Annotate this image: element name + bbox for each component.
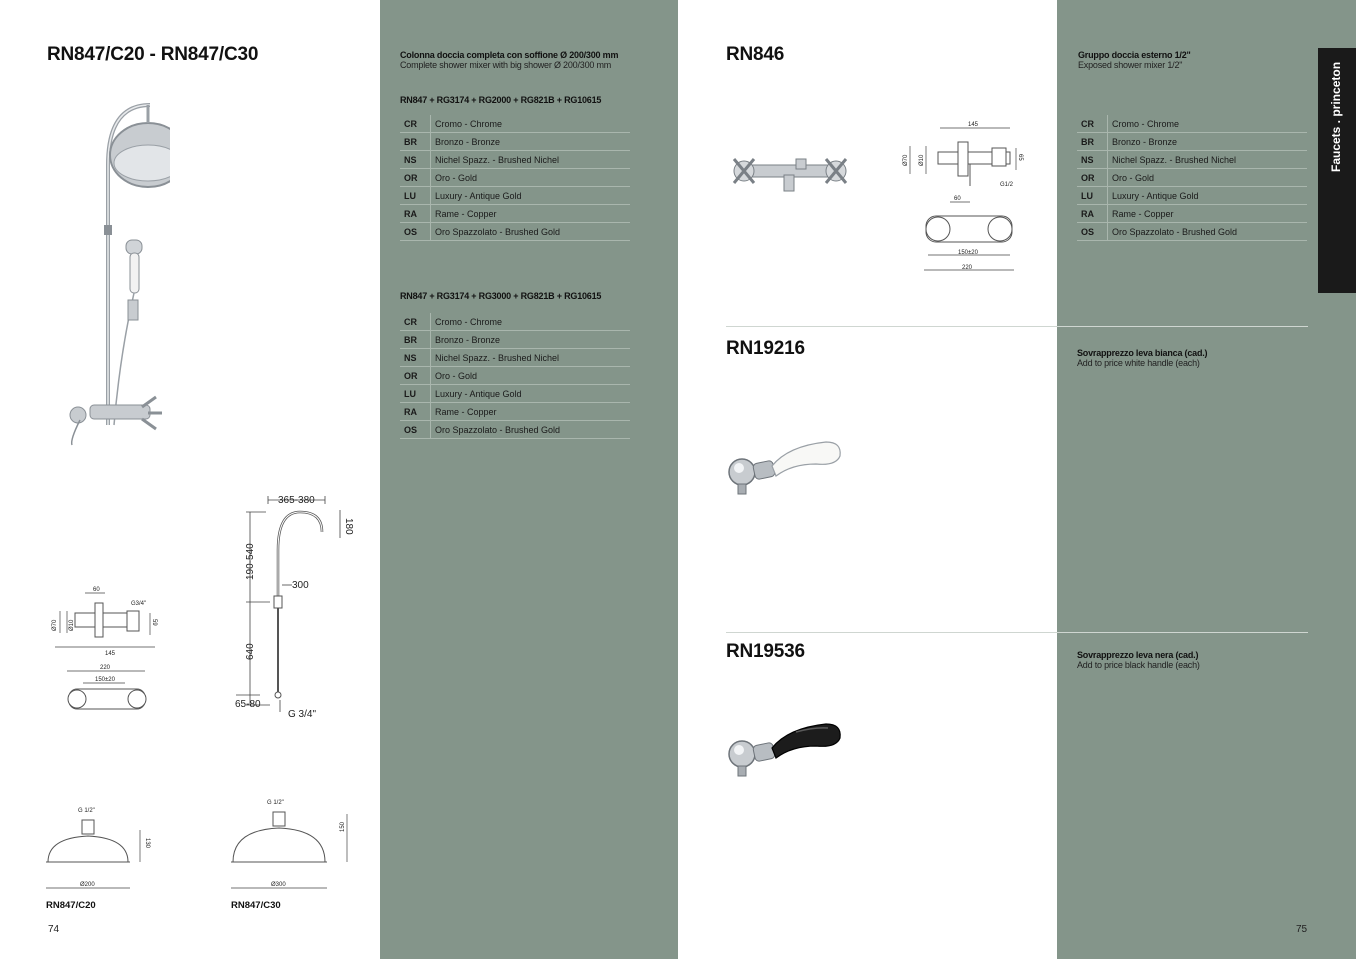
finish-name: Oro - Gold — [431, 169, 631, 187]
finish-code: NS — [400, 349, 431, 367]
page-number-right: 75 — [1296, 924, 1308, 935]
rn846-description-it: Gruppo doccia esterno 1/2" — [1078, 50, 1191, 60]
rn19216-description-en: Add to price white handle (each) — [1077, 358, 1200, 368]
rn846-title: RN846 — [726, 44, 785, 65]
rn19216-title: RN19216 — [726, 338, 805, 359]
finish-code: OS — [1077, 223, 1108, 241]
finish-code: LU — [1077, 187, 1108, 205]
rn19216-description — [1077, 348, 1307, 368]
side-tab-label: Faucets . princeton — [1329, 61, 1343, 172]
finish-code: CR — [400, 313, 431, 331]
dim-365: 365-380 — [278, 495, 315, 506]
rn846-dim-65: 65 — [1017, 154, 1023, 161]
finish-row — [400, 331, 630, 349]
page-number-left: 74 — [48, 924, 60, 935]
finish-name: Oro Spazzolato - Brushed Gold — [431, 223, 631, 241]
finish-name: Oro - Gold — [431, 367, 631, 385]
finish-code: OS — [400, 223, 431, 241]
rn846-dim-60: 60 — [954, 196, 961, 202]
rn846-dimension-drawing — [898, 118, 1033, 278]
finish-name: Cromo - Chrome — [1108, 115, 1308, 133]
mixer-dim-10: Ø10 — [69, 619, 75, 631]
finish-code: RA — [400, 403, 431, 421]
mixer-dim-70: Ø70 — [52, 619, 58, 631]
finish-row — [400, 169, 630, 187]
rn19216-description-it: Sovrapprezzo leva bianca (cad.) — [1077, 348, 1208, 358]
finish-code: BR — [400, 331, 431, 349]
rn846-mixer-image — [728, 145, 853, 200]
finish-row — [400, 115, 630, 133]
finish-code: OS — [400, 421, 431, 439]
mixer-dim-145: 145 — [105, 651, 116, 657]
finish-code: NS — [1077, 151, 1108, 169]
finish-code: NS — [400, 151, 431, 169]
label-c20: RN847/C20 — [46, 900, 96, 911]
rn19536-description — [1077, 650, 1307, 670]
mixer-dimension-drawing — [45, 583, 165, 723]
shower-column-image — [60, 95, 170, 450]
dim-300: 300 — [292, 580, 309, 591]
finish-row — [400, 421, 630, 439]
finish-row — [1077, 151, 1307, 169]
finish-row — [1077, 169, 1307, 187]
description-it: Colonna doccia completa con soffione Ø 200/300 mm — [400, 50, 619, 60]
finish-code: CR — [400, 115, 431, 133]
finish-name: Nichel Spazz. - Brushed Nichel — [1108, 151, 1308, 169]
section-divider-2 — [726, 632, 1308, 633]
finish-name: Cromo - Chrome — [431, 115, 631, 133]
dim-180: 180 — [343, 518, 354, 535]
side-tab — [1318, 48, 1356, 293]
black-handle-image — [726, 718, 846, 780]
mixer-dim-g34: G3/4" — [131, 601, 147, 607]
description-en: Complete shower mixer with big shower Ø 200/300 mm — [400, 60, 612, 70]
finish-name: Oro Spazzolato - Brushed Gold — [1108, 223, 1308, 241]
finish-code: LU — [400, 187, 431, 205]
head300-height: 150 — [340, 821, 346, 832]
finish-name: Bronzo - Bronze — [431, 133, 631, 151]
rn19536-description-it: Sovrapprezzo leva nera (cad.) — [1077, 650, 1199, 660]
section-divider-1 — [726, 326, 1308, 327]
finish-row — [1077, 115, 1307, 133]
finish-table-300 — [400, 313, 630, 439]
finish-table-200 — [400, 115, 630, 241]
finish-row — [400, 349, 630, 367]
finish-code: BR — [400, 133, 431, 151]
rn846-dim-220: 220 — [962, 265, 973, 271]
finish-code: OR — [400, 367, 431, 385]
rn846-dim-70: Ø70 — [903, 154, 909, 166]
rn846-dim-g12: G1/2 — [1000, 182, 1014, 188]
finish-name: Luxury - Antique Gold — [431, 385, 631, 403]
finish-row — [400, 385, 630, 403]
finish-row — [400, 403, 630, 421]
rn846-dim-10: Ø10 — [919, 154, 925, 166]
finish-name: Nichel Spazz. - Brushed Nichel — [431, 349, 631, 367]
finish-name: Bronzo - Bronze — [1108, 133, 1308, 151]
dim-65: 65-80 — [235, 699, 261, 710]
dim-g34: G 3/4" — [288, 709, 317, 720]
finish-name: Cromo - Chrome — [431, 313, 631, 331]
combo-200: RN847 + RG3174 + RG2000 + RG821B + RG10615 — [400, 95, 602, 105]
white-handle-image — [726, 436, 846, 498]
dim-640: 640 — [245, 643, 256, 660]
finish-code: LU — [400, 385, 431, 403]
head-200-drawing — [40, 800, 165, 895]
finish-row — [1077, 223, 1307, 241]
finish-name: Luxury - Antique Gold — [431, 187, 631, 205]
finish-row — [400, 151, 630, 169]
mixer-dim-59: 59 — [151, 619, 157, 626]
finish-code: OR — [400, 169, 431, 187]
head-300-drawing — [225, 790, 360, 895]
rn846-dim-145: 145 — [968, 122, 979, 128]
page-title: RN847/C20 - RN847/C30 — [47, 44, 259, 65]
mixer-dim-220: 220 — [100, 665, 111, 671]
finish-row — [1077, 187, 1307, 205]
label-c30: RN847/C30 — [231, 900, 281, 911]
left-description — [400, 50, 670, 70]
finish-name: Bronzo - Bronze — [431, 331, 631, 349]
finish-row — [400, 205, 630, 223]
combo-300: RN847 + RG3174 + RG3000 + RG821B + RG10615 — [400, 291, 602, 301]
rn846-dim-150: 150±20 — [958, 250, 978, 256]
finish-code: OR — [1077, 169, 1108, 187]
rn19536-description-en: Add to price black handle (each) — [1077, 660, 1200, 670]
finish-name: Oro Spazzolato - Brushed Gold — [431, 421, 631, 439]
finish-row — [1077, 205, 1307, 223]
dim-190: 190-540 — [245, 543, 256, 580]
finish-code: BR — [1077, 133, 1108, 151]
finish-name: Oro - Gold — [1108, 169, 1308, 187]
finish-code: CR — [1077, 115, 1108, 133]
finish-name: Luxury - Antique Gold — [1108, 187, 1308, 205]
finish-code: RA — [400, 205, 431, 223]
rn19536-title: RN19536 — [726, 641, 805, 662]
finish-row — [400, 223, 630, 241]
finish-row — [1077, 133, 1307, 151]
finish-row — [400, 133, 630, 151]
mixer-dim-60: 60 — [93, 587, 100, 593]
finish-code: RA — [1077, 205, 1108, 223]
finish-name: Nichel Spazz. - Brushed Nichel — [431, 151, 631, 169]
head300-diameter: Ø300 — [271, 882, 286, 888]
mixer-dim-150: 150±20 — [95, 677, 115, 683]
finish-row — [400, 367, 630, 385]
head200-g12: G 1/2" — [78, 808, 95, 814]
head200-height: 130 — [144, 838, 150, 849]
column-dimension-drawing — [230, 490, 360, 725]
finish-name: Rame - Copper — [431, 205, 631, 223]
rn846-description-en: Exposed shower mixer 1/2" — [1078, 60, 1183, 70]
finish-name: Rame - Copper — [431, 403, 631, 421]
rn846-description — [1078, 50, 1308, 70]
rn846-finish-table — [1077, 115, 1307, 241]
head200-diameter: Ø200 — [80, 882, 95, 888]
finish-row — [400, 313, 630, 331]
finish-row — [400, 187, 630, 205]
finish-name: Rame - Copper — [1108, 205, 1308, 223]
head300-g12: G 1/2" — [267, 800, 284, 806]
